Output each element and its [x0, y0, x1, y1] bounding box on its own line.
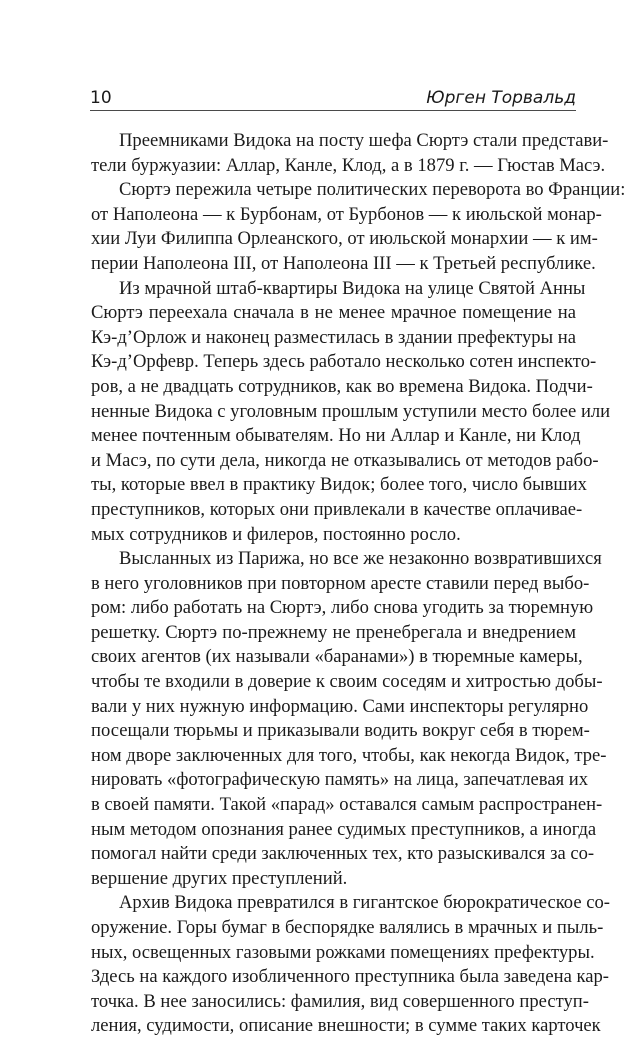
text-line: ты, которые ввел в практику Видок; более того, число бывших: [91, 474, 587, 496]
page-number: 10: [90, 88, 112, 108]
paragraph: [91, 891, 610, 1039]
body-text: [91, 129, 626, 1039]
text-line: преступников, которых они привлекали в качестве оплачивае-: [91, 498, 583, 520]
text-line: вершение других преступлений.: [91, 867, 348, 889]
header-rule: [90, 110, 576, 111]
text-line: точка. В нее заносились: фамилия, вид совершенного преступ-: [91, 990, 589, 1012]
text-line: ных, освещенных газовыми рожками помещениях префектуры.: [91, 941, 595, 963]
text-line: Из мрачной штаб-квартиры Видока на улице Святой Анны: [119, 277, 586, 299]
text-line: Здесь на каждого изобличенного преступника была заведена кар-: [91, 966, 609, 988]
text-line: Высланных из Парижа, но все же незаконно возвратившихся: [119, 548, 602, 570]
text-line: Кэ-д’Орлож и наконец разместилась в здании префектуры на: [91, 326, 576, 348]
text-line: в него уголовников при повторном аресте ставили перед выбо-: [91, 572, 590, 594]
paragraph: [91, 547, 607, 891]
paragraph: [91, 129, 609, 178]
text-line: перии Наполеона III, от Наполеона III — к Третьей республике.: [91, 252, 596, 274]
text-line: менее почтенным обывателям. Но ни Аллар и Канле, ни Клод: [91, 425, 581, 447]
text-line: Преемниками Видока на посту шефа Сюртэ стали представи-: [119, 130, 609, 151]
text-line: решетку. Сюртэ по-прежнему не пренебрегала и внедрением: [91, 621, 576, 643]
text-line: от Наполеона — к Бурбонам, от Бурбонов — к июльской монар-: [91, 203, 602, 225]
text-line: посещали тюрьмы и приказывали водить вокруг себя в тюрем-: [91, 720, 590, 742]
running-header-author: Юрген Торвальд: [426, 88, 576, 108]
text-line: ном дворе заключенных для того, чтобы, как некогда Видок, тре-: [91, 744, 607, 766]
text-line: ным методом опознания ранее судимых преступников, а иногда: [91, 818, 597, 840]
text-line: ления, судимости, описание внешности; в сумме таких карточек: [91, 1015, 601, 1037]
running-header: [90, 87, 576, 109]
text-line: Кэ-д’Орфевр. Теперь здесь работало несколько сотен инспекто-: [91, 351, 597, 373]
text-line: мых сотрудников и филеров, постоянно росло.: [91, 523, 461, 545]
text-line: хии Луи Филиппа Орлеанского, от июльской монархии — к им-: [91, 228, 598, 250]
text-line: помогал найти среди заключенных тех, кто разыскивался за со-: [91, 843, 595, 865]
text-line: Архив Видока превратился в гигантское бюрократическое со-: [119, 892, 610, 914]
text-line: чтобы те входили в доверие к своим соседям и хитростью добы-: [91, 671, 603, 693]
text-line: в своей памяти. Такой «парад» оставался самым распространен-: [91, 794, 603, 816]
text-line: ром: либо работать на Сюртэ, либо снова угодить за тюремную: [91, 597, 594, 619]
text-line: тели буржуазии: Аллар, Канле, Клод, а в 1879 г. — Гюстав Масэ.: [91, 154, 606, 176]
text-line: своих агентов (их называли «баранами») в тюремные камеры,: [91, 646, 583, 668]
text-line: и Масэ, по сути дела, никогда не отказывались от методов рабо-: [91, 449, 599, 471]
text-line: вали у них нужную информацию. Сами инспекторы регулярно: [91, 695, 589, 717]
text-line: Сюртэ пережила четыре политических переворота во Франции:: [119, 179, 626, 201]
text-line: ненные Видока с уголовным прошлым уступили место более или: [91, 400, 611, 422]
paragraph: [91, 277, 611, 548]
text-line: нировать «фотографическую память» на лица, запечатлевая их: [91, 769, 589, 791]
paragraph: [91, 178, 626, 276]
text-line: Сюртэ переехала сначала в не менее мрачное помещение на: [91, 302, 576, 324]
text-line: ров, а не двадцать сотрудников, как во времена Видока. Подчи-: [91, 375, 593, 397]
text-line: оружение. Горы бумаг в беспорядке валялись в мрачных и пыль-: [91, 917, 604, 938]
